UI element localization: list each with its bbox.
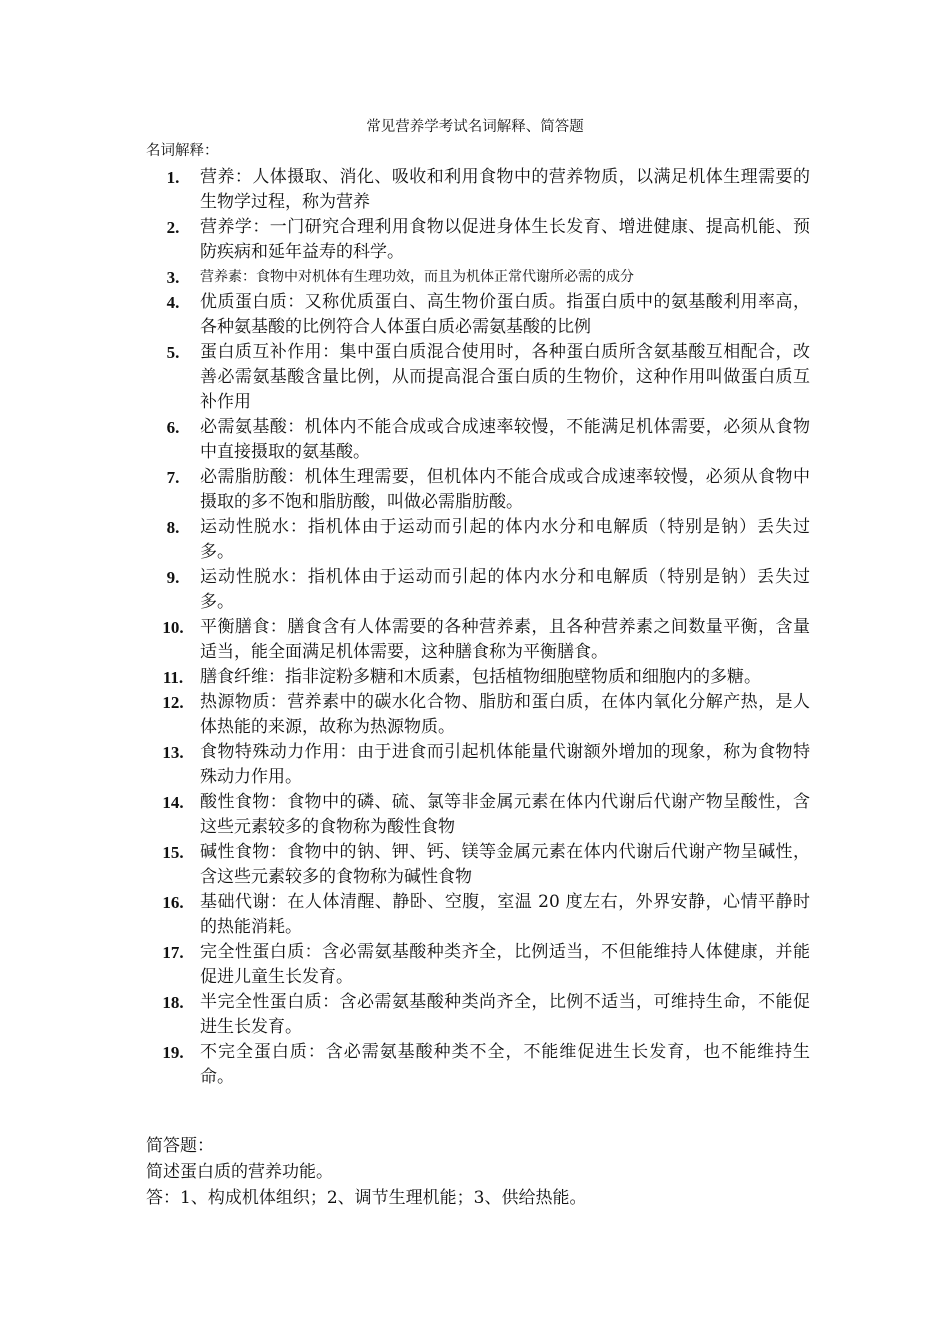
term-number: 9. bbox=[166, 568, 180, 587]
term-item bbox=[146, 690, 810, 740]
term-number: 3. bbox=[166, 268, 180, 287]
term-text: 基础代谢：在人体清醒、静卧、空腹，室温 20 度左右，外界安静，心情平静时的热能消耗。 bbox=[200, 892, 810, 937]
terms-heading: 名词解释： bbox=[146, 143, 219, 159]
term-number: 8. bbox=[166, 518, 180, 537]
term-item bbox=[146, 790, 810, 840]
term-text: 优质蛋白质：又称优质蛋白、高生物价蛋白质。指蛋白质中的氨基酸利用率高，各种氨基酸的比例符合人体蛋白质必需氨基酸的比例 bbox=[200, 292, 810, 337]
term-text: 蛋白质互补作用：集中蛋白质混合使用时，各种蛋白质所含氨基酸互相配合，改善必需氨基酸含量比例，从而提高混合蛋白质的生物价，这种作用叫做蛋白质互补作用 bbox=[200, 342, 810, 412]
question-text: 简述蛋白质的营养功能。 bbox=[146, 1162, 333, 1182]
term-text: 必需脂肪酸：机体生理需要，但机体内不能合成或合成速率较慢，必须从食物中摄取的多不饱和脂肪酸，叫做必需脂肪酸。 bbox=[200, 467, 810, 512]
term-number: 17. bbox=[162, 943, 184, 962]
terms-list bbox=[146, 165, 810, 1090]
term-text: 不完全蛋白质：含必需氨基酸种类不全，不能维促进生长发育，也不能维持生命。 bbox=[200, 1042, 810, 1087]
term-item bbox=[146, 515, 810, 565]
term-number: 7. bbox=[166, 468, 180, 487]
term-text: 运动性脱水：指机体由于运动而引起的体内水分和电解质（特别是钠）丢失过多。 bbox=[200, 567, 810, 612]
term-item bbox=[146, 265, 810, 290]
term-item bbox=[146, 990, 810, 1040]
term-item bbox=[146, 665, 810, 690]
term-text: 营养：人体摄取、消化、吸收和利用食物中的营养物质，以满足机体生理需要的生物学过程，称为营养 bbox=[200, 167, 810, 212]
term-number: 19. bbox=[162, 1043, 184, 1062]
term-text: 运动性脱水：指机体由于运动而引起的体内水分和电解质（特别是钠）丢失过多。 bbox=[200, 517, 810, 562]
term-text: 食物特殊动力作用：由于进食而引起机体能量代谢额外增加的现象，称为食物特殊动力作用。 bbox=[200, 742, 810, 787]
term-number: 18. bbox=[162, 993, 184, 1012]
term-number: 1. bbox=[166, 168, 180, 187]
term-text: 平衡膳食：膳食含有人体需要的各种营养素，且各种营养素之间数量平衡，含量适当，能全面满足机体需要，这种膳食称为平衡膳食。 bbox=[200, 617, 810, 662]
term-number: 6. bbox=[166, 418, 180, 437]
term-text: 热源物质：营养素中的碳水化合物、脂肪和蛋白质，在体内氧化分解产热，是人体热能的来源，故称为热源物质。 bbox=[200, 692, 810, 737]
term-text: 碱性食物：食物中的钠、钾、钙、镁等金属元素在体内代谢后代谢产物呈碱性，含这些元素较多的食物称为碱性食物 bbox=[200, 842, 810, 887]
term-item bbox=[146, 940, 810, 990]
term-number: 4. bbox=[166, 293, 180, 312]
term-item bbox=[146, 740, 810, 790]
term-number: 13. bbox=[162, 743, 184, 762]
term-number: 10. bbox=[162, 618, 184, 637]
term-item bbox=[146, 340, 810, 415]
term-item bbox=[146, 615, 810, 665]
term-number: 11. bbox=[162, 668, 184, 687]
term-text: 必需氨基酸：机体内不能合成或合成速率较慢，不能满足机体需要，必须从食物中直接摄取的氨基酸。 bbox=[200, 417, 810, 462]
term-item bbox=[146, 1040, 810, 1090]
term-item bbox=[146, 415, 810, 465]
term-number: 12. bbox=[162, 693, 184, 712]
answer-text: 答：1、构成机体组织；2、调节生理机能；3、供给热能。 bbox=[146, 1188, 587, 1208]
short-answer-heading: 简答题： bbox=[146, 1136, 214, 1156]
term-item bbox=[146, 290, 810, 340]
term-number: 15. bbox=[162, 843, 184, 862]
term-text: 膳食纤维：指非淀粉多糖和木质素，包括植物细胞壁物质和细胞内的多糖。 bbox=[200, 667, 761, 687]
term-text: 酸性食物：食物中的磷、硫、氯等非金属元素在体内代谢后代谢产物呈酸性，含这些元素较多的食物称为酸性食物 bbox=[200, 792, 810, 837]
term-number: 14. bbox=[162, 793, 184, 812]
term-item bbox=[146, 890, 810, 940]
term-item bbox=[146, 840, 810, 890]
term-number: 2. bbox=[166, 218, 180, 237]
term-item bbox=[146, 565, 810, 615]
term-text: 营养学：一门研究合理利用食物以促进身体生长发育、增进健康、提高机能、预防疾病和延年益寿的科学。 bbox=[200, 217, 810, 262]
term-item bbox=[146, 215, 810, 265]
term-item bbox=[146, 165, 810, 215]
short-answer-section bbox=[146, 1133, 826, 1211]
term-text: 完全性蛋白质：含必需氨基酸种类齐全，比例适当，不但能维持人体健康，并能促进儿童生长发育。 bbox=[200, 942, 810, 987]
term-text: 半完全性蛋白质：含必需氨基酸种类尚齐全，比例不适当，可维持生命，不能促进生长发育。 bbox=[200, 992, 810, 1037]
term-number: 5. bbox=[166, 343, 180, 362]
document-title: 常见营养学考试名词解释、简答题 bbox=[366, 119, 584, 135]
term-item bbox=[146, 465, 810, 515]
term-number: 16. bbox=[162, 893, 184, 912]
term-text: 营养素：食物中对机体有生理功效，而且为机体正常代谢所必需的成分 bbox=[200, 269, 634, 285]
